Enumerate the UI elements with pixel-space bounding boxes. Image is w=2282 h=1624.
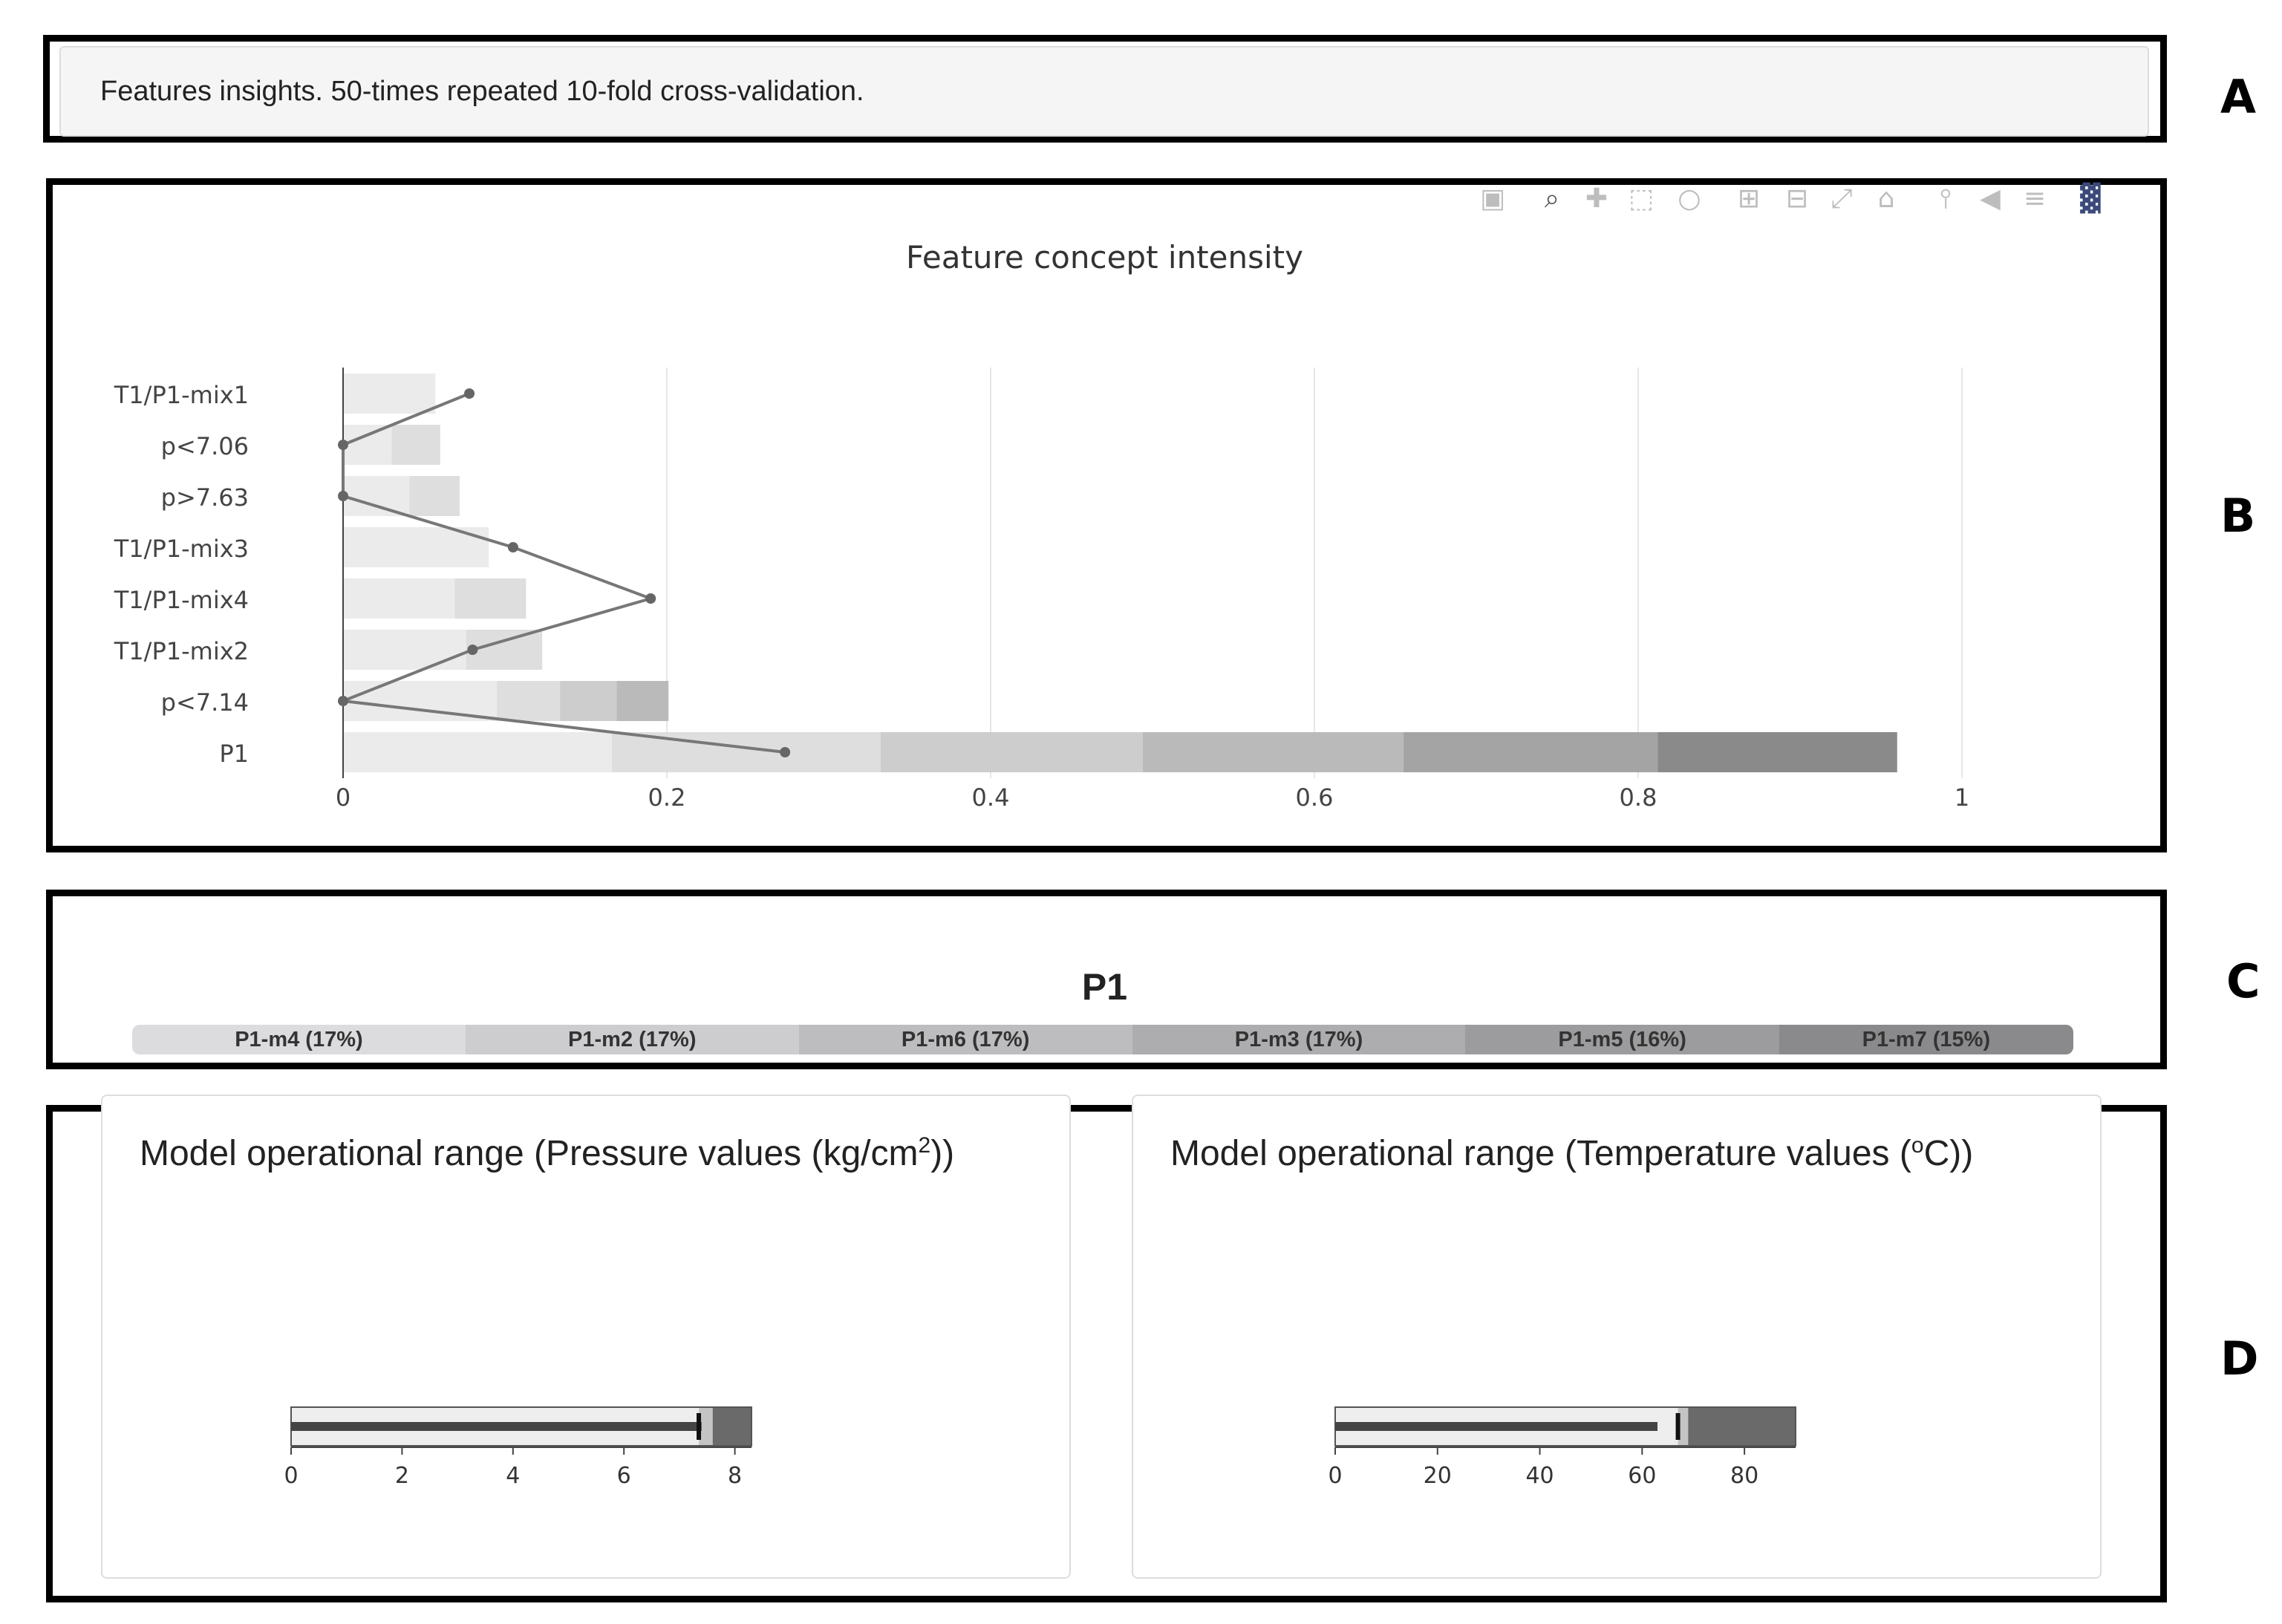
spike-lines-icon[interactable]: ⫯ xyxy=(1940,183,1952,214)
intensity-point xyxy=(338,491,348,501)
y-tick-label: p>7.63 xyxy=(160,483,249,512)
bar-segment xyxy=(343,425,391,465)
bullet-tick-label: 4 xyxy=(506,1463,521,1489)
box-select-icon[interactable]: ⬚ xyxy=(1628,183,1654,214)
bullet-tick-label: 20 xyxy=(1423,1463,1452,1489)
bullet-tick-label: 0 xyxy=(284,1463,299,1489)
bullet-measure xyxy=(1335,1422,1657,1431)
x-tick-label: 0.4 xyxy=(971,783,1010,812)
bullet-tick-label: 0 xyxy=(1328,1463,1343,1489)
bullet-range xyxy=(713,1407,752,1446)
pressure-title: Model operational range (Pressure values $(kg/cm^2)$) xyxy=(140,1133,955,1173)
y-tick-label: P1 xyxy=(219,740,249,768)
bullet-tick-label: 2 xyxy=(394,1463,409,1489)
hover-compare-icon[interactable]: ≡ xyxy=(2023,183,2047,214)
plotly-logo-icon[interactable]: ▓ xyxy=(2080,183,2101,214)
bar-segment xyxy=(616,681,668,721)
bullet-measure xyxy=(291,1422,702,1431)
concept-strip xyxy=(132,1025,2073,1054)
bullet-marker xyxy=(1676,1413,1680,1440)
x-tick-label: 1 xyxy=(1954,783,1970,812)
strip-segment[interactable]: P1-m6 (17%) xyxy=(799,1025,1132,1054)
y-tick-label: T1/P1-mix1 xyxy=(114,381,249,409)
y-tick-label: T1/P1-mix4 xyxy=(114,586,249,614)
temperature-title: Model operational range (Temperature values ($^o$C)) xyxy=(1170,1133,1974,1173)
x-tick-label: 0.2 xyxy=(648,783,686,812)
camera-icon[interactable]: ▣ xyxy=(1479,183,1505,214)
bullet-tick-label: 8 xyxy=(728,1463,743,1489)
autoscale-icon[interactable]: ⤢ xyxy=(1831,183,1853,214)
label-d: D xyxy=(2220,1331,2259,1386)
strip-title: P1 xyxy=(1081,966,1128,1008)
bar-segment xyxy=(560,681,616,721)
x-tick-label: 0 xyxy=(335,783,351,812)
zoom-in-icon[interactable]: ⊞ xyxy=(1737,183,1761,214)
hover-closest-icon[interactable]: ◀ xyxy=(1980,183,2001,214)
bullet-range xyxy=(1688,1407,1796,1446)
home-icon[interactable]: ⌂ xyxy=(1877,183,1895,214)
label-c: C xyxy=(2226,954,2260,1008)
label-b: B xyxy=(2220,489,2256,543)
bullet-tick-label: 60 xyxy=(1628,1463,1657,1489)
intensity-point xyxy=(780,747,790,757)
bullet-tick-label: 6 xyxy=(616,1463,631,1489)
intensity-point xyxy=(467,645,477,655)
lasso-icon[interactable]: ○ xyxy=(1678,183,1701,214)
intensity-point xyxy=(464,388,475,399)
bar-segment xyxy=(343,732,612,772)
bullet-marker xyxy=(697,1413,701,1440)
y-tick-label: T1/P1-mix2 xyxy=(114,637,249,665)
bar-segment xyxy=(343,630,466,670)
bar-segment xyxy=(343,476,409,516)
intensity-point xyxy=(338,440,348,450)
bar-segment xyxy=(454,578,526,619)
strip-segment[interactable]: P1-m7 (15%) xyxy=(1779,1025,2073,1054)
bullet-tick-label: 40 xyxy=(1525,1463,1554,1489)
zoom-out-icon[interactable]: ⊟ xyxy=(1785,183,1809,214)
bullet-tick-label: 80 xyxy=(1730,1463,1759,1489)
strip-segment[interactable]: P1-m3 (17%) xyxy=(1132,1025,1466,1054)
bar-segment xyxy=(1404,732,1657,772)
x-tick-label: 0.6 xyxy=(1295,783,1334,812)
intensity-point xyxy=(508,542,518,552)
bar-segment xyxy=(881,732,1143,772)
pan-icon[interactable]: ✚ xyxy=(1585,183,1608,214)
x-tick-label: 0.8 xyxy=(1619,783,1657,812)
bar-segment xyxy=(391,425,440,465)
bar-segment xyxy=(1657,732,1897,772)
bar-segment xyxy=(343,578,454,619)
strip-segment[interactable]: P1-m5 (16%) xyxy=(1465,1025,1779,1054)
label-a: A xyxy=(2220,70,2256,124)
chart-title: Feature concept intensity xyxy=(906,239,1303,275)
y-tick-label: p<7.14 xyxy=(160,688,249,717)
y-tick-label: T1/P1-mix3 xyxy=(114,535,249,563)
bar-segment xyxy=(409,476,460,516)
zoom-icon[interactable]: ⌕ xyxy=(1544,183,1560,214)
y-tick-label: p<7.06 xyxy=(160,432,249,460)
bar-segment xyxy=(343,374,435,414)
bullet-charts xyxy=(0,1337,2282,1500)
intensity-point xyxy=(338,696,348,706)
bar-segment xyxy=(1143,732,1404,772)
intensity-point xyxy=(645,593,656,604)
bar-segment xyxy=(497,681,560,721)
header-text: Features insights. 50-times repeated 10-fold cross-validation. xyxy=(100,76,864,107)
strip-segment[interactable]: P1-m2 (17%) xyxy=(466,1025,799,1054)
strip-segment[interactable]: P1-m4 (17%) xyxy=(132,1025,466,1054)
